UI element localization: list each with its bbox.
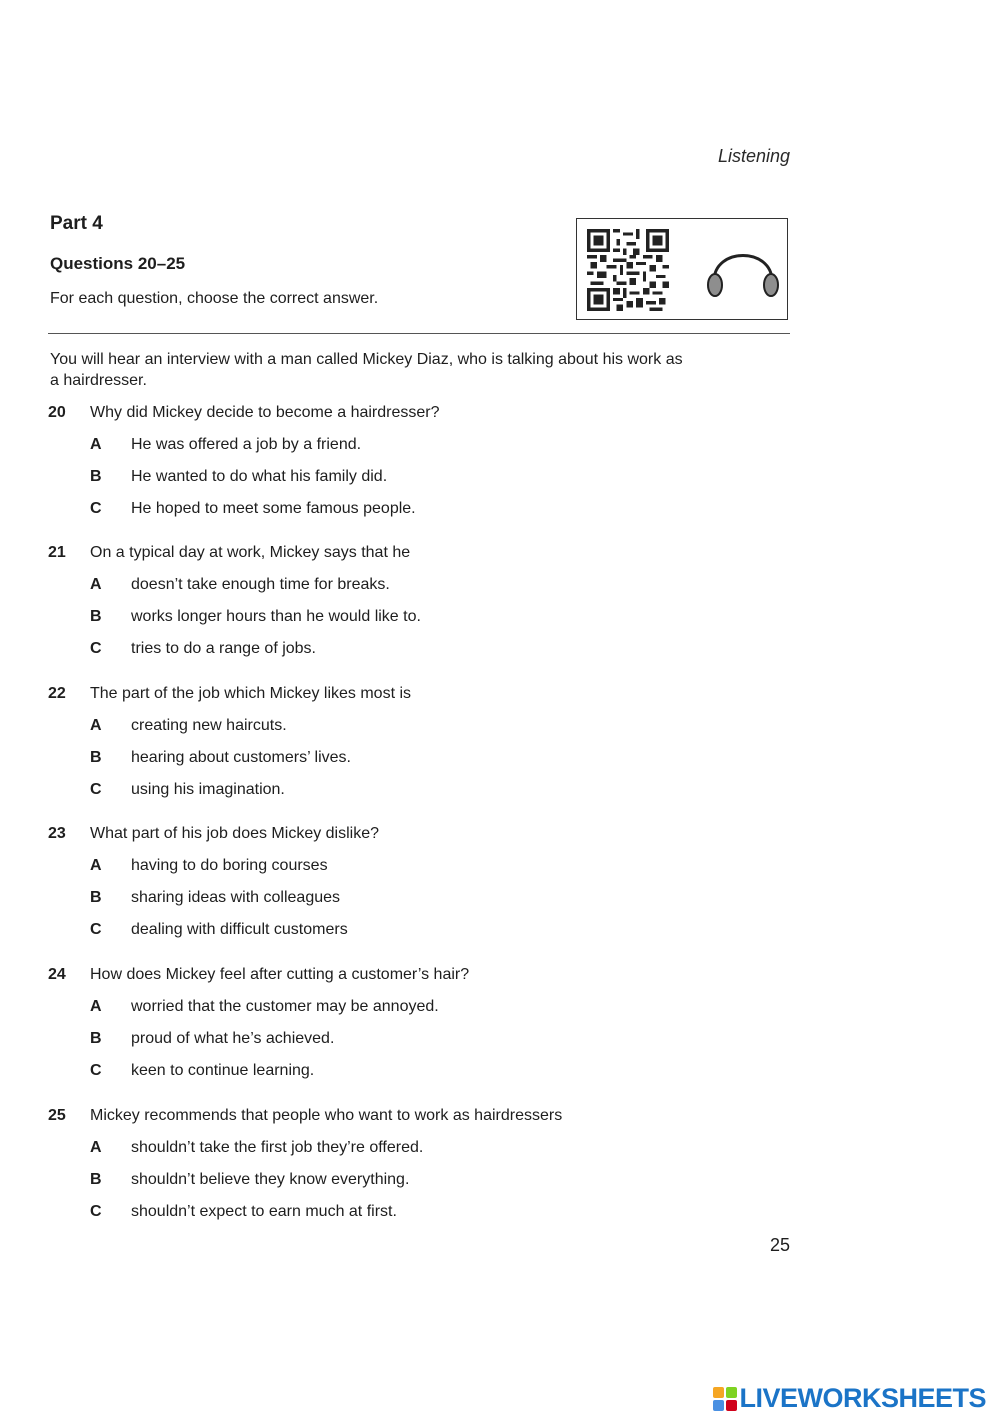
question-21: [48, 542, 421, 660]
audio-panel[interactable]: [576, 218, 788, 320]
question-number: 22: [48, 685, 66, 702]
option-20-a[interactable]: [48, 434, 440, 456]
option-22-c[interactable]: [48, 779, 411, 801]
option-22-b[interactable]: [48, 747, 411, 769]
option-letter: A: [90, 717, 102, 734]
option-text: shouldn’t expect to earn much at first.: [131, 1203, 397, 1220]
qr-code-icon[interactable]: [587, 229, 669, 311]
intro-line-1: You will hear an interview with a man called Mickey Diaz, who is talking about his work as: [50, 351, 683, 368]
brand-name: LIVEWORKSHEETS: [739, 1383, 986, 1413]
intro-text: [50, 349, 750, 391]
option-text: tries to do a range of jobs.: [131, 640, 316, 657]
section-label: Listening: [717, 146, 790, 166]
question-text: Mickey recommends that people who want to work as hairdressers: [90, 1107, 563, 1124]
question-number: 24: [48, 966, 66, 983]
question-22: [48, 683, 411, 801]
question-text: How does Mickey feel after cutting a customer’s hair?: [90, 966, 470, 983]
option-22-a[interactable]: [48, 715, 411, 737]
question-text: Why did Mickey decide to become a hairdresser?: [90, 404, 440, 421]
option-letter: A: [90, 576, 102, 593]
divider: [48, 333, 790, 334]
option-letter: B: [90, 1171, 102, 1188]
option-text: He was offered a job by a friend.: [131, 436, 362, 453]
intro-line-2: a hairdresser.: [50, 372, 147, 389]
question-text: The part of the job which Mickey likes most is: [90, 685, 412, 702]
option-text: hearing about customers’ lives.: [131, 749, 351, 766]
option-letter: B: [90, 749, 102, 766]
option-20-c[interactable]: [48, 498, 440, 520]
option-25-c[interactable]: [48, 1201, 562, 1223]
question-text: On a typical day at work, Mickey says that he: [90, 544, 411, 561]
option-text: He wanted to do what his family did.: [131, 468, 388, 485]
option-text: proud of what he’s achieved.: [131, 1030, 335, 1047]
option-23-c[interactable]: [48, 919, 379, 941]
option-letter: C: [90, 1062, 102, 1079]
option-21-c[interactable]: [48, 638, 421, 660]
option-text: shouldn’t believe they know everything.: [131, 1171, 410, 1188]
question-20: [48, 402, 440, 520]
option-text: worried that the customer may be annoyed.: [131, 998, 439, 1015]
question-23: [48, 823, 379, 941]
option-23-a[interactable]: [48, 855, 379, 877]
option-text: keen to continue learning.: [131, 1062, 315, 1079]
option-text: dealing with difficult customers: [131, 921, 348, 938]
question-25: [48, 1105, 562, 1223]
instruction: For each question, choose the correct answer.: [50, 290, 379, 307]
option-letter: C: [90, 1203, 102, 1220]
option-text: He hoped to meet some famous people.: [131, 500, 416, 517]
question-number: 20: [48, 404, 66, 421]
option-letter: B: [90, 468, 102, 485]
part-title: Part 4: [50, 213, 103, 234]
question-number: 25: [48, 1107, 66, 1124]
option-letter: A: [90, 1139, 102, 1156]
brand-watermark: [713, 1383, 986, 1414]
option-text: using his imagination.: [131, 781, 285, 798]
option-letter: B: [90, 1030, 102, 1047]
option-letter: C: [90, 640, 102, 657]
headphones-icon: [705, 237, 781, 303]
questions-range: Questions 20–25: [50, 254, 186, 273]
option-24-b[interactable]: [48, 1028, 469, 1050]
liveworksheets-logo-icon: [713, 1387, 737, 1411]
question-text: What part of his job does Mickey dislike?: [90, 825, 380, 842]
option-letter: A: [90, 998, 102, 1015]
option-text: doesn’t take enough time for breaks.: [131, 576, 390, 593]
question-number: 23: [48, 825, 66, 842]
option-text: shouldn’t take the first job they’re offered.: [131, 1139, 424, 1156]
option-letter: B: [90, 608, 102, 625]
option-text: creating new haircuts.: [131, 717, 287, 734]
option-letter: C: [90, 921, 102, 938]
option-21-a[interactable]: [48, 574, 421, 596]
question-24: [48, 964, 469, 1082]
option-letter: A: [90, 436, 102, 453]
option-letter: B: [90, 889, 102, 906]
option-letter: C: [90, 781, 102, 798]
option-23-b[interactable]: [48, 887, 379, 909]
option-text: works longer hours than he would like to.: [131, 608, 421, 625]
option-24-a[interactable]: [48, 996, 469, 1018]
option-letter: A: [90, 857, 102, 874]
option-20-b[interactable]: [48, 466, 440, 488]
option-text: having to do boring courses: [131, 857, 328, 874]
option-letter: C: [90, 500, 102, 517]
page-number: 25: [769, 1235, 790, 1255]
option-24-c[interactable]: [48, 1060, 469, 1082]
option-text: sharing ideas with colleagues: [131, 889, 341, 906]
option-21-b[interactable]: [48, 606, 421, 628]
question-number: 21: [48, 544, 66, 561]
option-25-a[interactable]: [48, 1137, 562, 1159]
option-25-b[interactable]: [48, 1169, 562, 1191]
